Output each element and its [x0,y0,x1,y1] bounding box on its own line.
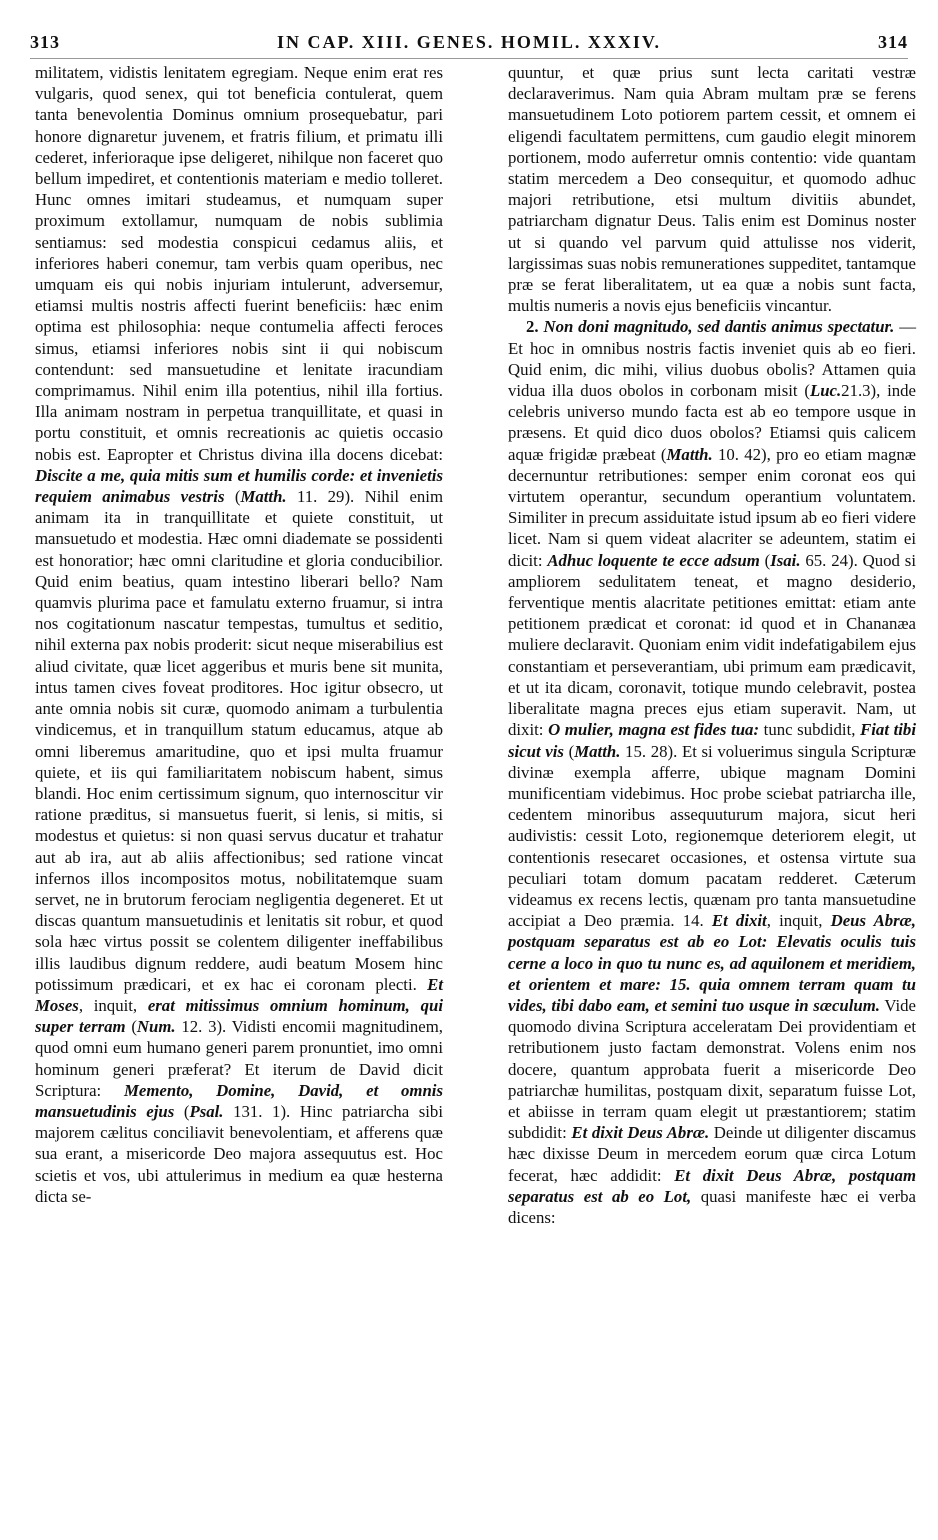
italic-run: Et Moses [35,974,443,1015]
italic-run: Deus Abræ, postquam separatus est ab eo Lot: Elevatis oculis tuis cerne a loco in quo tu nunc es, ad aquilonem et meridiem, et orientem et mare: 15. quia omnem terram quam tu vides, tibi dabo eam, et semini tuo usque in sæculum. [508,911,916,1015]
running-title: IN CAP. XIII. GENES. HOMIL. XXXIV. [276,32,662,52]
text-run: quuntur, et quæ prius sunt lecta caritati vestræ declaraverimus. Nam quia Abram multam præ se ferens mansuetudinem Loto potiorem partem cessit, et omnem ei eligendi facultatem permittens, cum gaudio elegit minorem portionem, modo auferretur omnis contentio: vide quantam statim mercedem a Deo consequitur, et quomodo adhuc majori retributione, etsi multum divitiis abundet, patriarcham dignatur Deus. Talis enim est Dominus noster ut si quando vel parvum quid attulisse nos viderit, largissimas suas nobis remunerationes suppeditet, tantamque præ se ferat liberalitatem, ut ea quæ a nobis sunt facta, multis numeris a novis ejus beneficiis vincantur. [508,63,916,316]
italic-run: Num. [136,1017,176,1037]
text-run: ( [224,487,241,507]
italic-run: Et dixit Deus Abræ, postquam separatus est ab eo Lot, [508,1165,916,1206]
italic-run: Memento, Domine, David, et omnis mansuetudinis ejus [35,1080,443,1121]
italic-run: Matth. [666,444,713,464]
right-page-number: 314 [878,32,908,52]
text-run: 131. 1). Hinc patriarcha sibi majorem cælitus conciliavit benevolentiam, et afferens quæ sua erant, a misericorde Deo majora assequutus est. Hoc scietis et vos, ubi attulerimus in medium ea quæ hesterna dicta se- [35,1101,443,1206]
italic-run: Psal. [189,1101,224,1121]
text-run: ( [125,1017,137,1037]
italic-run: Isai. [770,550,801,570]
text-run: quasi manifeste hæc ei verba dicens: [508,1186,917,1227]
text-run: 65. 24). Quod si ampliorem sedulitatem teneat, et magno desiderio, ferventique mentis alacritate petitiones emittat: etiam ante petitionem prædicat et coronat: id quod et in Chananæa muliere declaravit. Quoniam enim vidit indefatigabilem ejus constantiam et perseverantiam, ubi primum eam prædicavit, et ut ita dicam, coronavit, totique mundo celebravit, postea liberalitate magna preces ejus etiam superavit. Nam, ut dixit: [508,550,916,740]
text-run: , inquit, [766,911,831,931]
text-run: Vide quomodo divina Scriptura acceleratam Dei providentiam et retributionem justo factam demonstrat. Volens enim nos docere, quantum approbata fuerit a misericorde Deo patriarchæ humilitas, postquam dixit, separatum fuisse Lot, et abiisse in terram quam elegit ut præstantiorem; statim subdidit: [508,995,916,1143]
italic-run: Non doni magnitudo, sed dantis animus spectatur. [543,317,895,337]
italic-run: Adhuc loquente te ecce adsum [547,550,760,570]
italic-run: Fiat tibi sicut vis [508,720,916,761]
italic-run: Et dixit [711,911,767,931]
italic-run: Luc. [809,381,842,401]
text-run: militatem, vidistis lenitatem egregiam. Neque enim erat res vulgaris, quod senex, qui tot beneficia contulerat, quem tanta benevolentia Dominus omnium prosequebatur, pari honore dignaretur juvenem, et fratris filium, et primatu illi cederet, inferioraque ipse deligeret, nihilque non faceret quo bellum impediret, et contentionis materiam e medio tolleret. Hunc omnes imitari studeamus, et numquam super proximum extollamur, numquam de nobis sublimia sentiamus: sed modestia conspicui cedamus aliis, et inferiores haberi conemur, tam verbis quam operibus, nec umquam eis qui nobis injuriam intulerunt, adversemur, etiamsi multis nostris affecti fuerint beneficiis: hæc enim optima est philosophia: neque contumelia affecti feroces simus, etiamsi inferiores nobis sint ii qui nobiscum contendunt: sed mansuetudine et lenitate iracundiam comprimamus. Nihil enim illa potentius, nihil illa fortius. Illa animam nostram in perpetua tranquillitate, et quasi in portu constituit, et omnis recreationis ac quietis occasio nobis est. Eapropter et Christus divina illa docens dicebat: [35,63,443,464]
text-run: 15. 28). Et si voluerimus singula Scripturæ divinæ exempla afferre, ubique magnam Domini munificentiam videbimus. Hoc probe sciebat patriarcha ille, cedentem minoribus assequuturum majora, sicut heri audivistis: cessit Loto, regionemque deteriorem elegit, ut contentionis resecaret occasiones, et ostensa virtute sua peculiari totam domum pacatam redderet. Cæterum videamus ex recens lectis, quænam pro tanta mansuetudine accipiat a Deo præmia. 14. [508,741,916,931]
italic-run: Matth. [240,487,287,507]
text-run: tunc subdidit, [759,720,861,740]
text-run: — Et hoc in omnibus nostris factis inveniet quis ab eo fieri. Quid enim, dic mihi, vilius duobus obolis? Attamen quia vidua illa duos obolos in corbonam misit ( [508,317,917,401]
text-run: 21.3), inde celebris universo mundo facta est ab eo tempore usque in præsens. Et quid dico duos obolos? Etiamsi quis calicem aquæ frigidæ præbeat ( [508,381,916,464]
text-run: 10. 42), pro eo etiam magnæ decernuntur retributiones: semper enim coronat eos qui virtutem operantur, secundum operantium voluntatem. Similiter in precum assiduitate istud ipsum ab eo fieri videre licet. Nam si quem videat alacriter se adeuntem, statim ei dicit: [508,444,916,570]
italic-run: erat mitissimus omnium hominum, qui super terram [35,995,443,1037]
header-rule [30,58,908,59]
paragraph [35,62,443,1207]
italic-run: Matth. [574,741,621,761]
italic-run: O mulier, magna est fides tua: [548,720,760,740]
paragraph [508,62,916,316]
running-header [30,32,908,58]
italic-run: Discite a me, quia mitis sum et humilis corde: et invenietis requiem animabus vestris [35,465,443,507]
section-number: 2. [526,317,544,337]
text-run: Deinde ut diligenter discamus hæc dixisse Deum in mercedem eorum quæ circa Lotum fecerat, hæc addidit: [508,1123,916,1185]
text-run: ( [759,550,771,570]
left-page-number: 313 [30,32,60,52]
text-run: , inquit, [78,995,148,1015]
right-text-column [508,62,916,1228]
text-run: 11. 29). Nihil enim animam ita in tranquillitate et quiete constituit, ut mansuetudo et modestia. Hæc omni diademate se possidenti est honoratior; hæc omni claritudine et gloria conducibilior. Quid enim beatius, quam intestino liberari bello? Nam quamvis plurima pace et famulatu externo fruamur, si intra nos cogitationum nascatur tempestas, tumultus et seditio, nihil externa pax nobis proderit: sicut neque miserabilius est aliud civitate, quæ licet aggeribus et muris bene sit munita, intus tamen cives foveat proditores. Hoc igitur obsecro, ut ante omnia nobis sit curæ, quomodo animam a turbulentia vindicemus, et in tranquillum statum educamus, atque ab omni liberemus amaritudine, quo et ipsi multa fruamur quiete, et iis qui familiaritatem nobiscum habent, simus blandi. Hoc enim certissimum signum, quo internoscitur vir ratione præditus, si mansuetus fuerit, si lenis, si mitis, si modestus et quietus: si non quasi servus ducatur et trahatur aut ab ira, aut ab aliis affectionibus; sed ratione vincat infernos illos incompositos motus, nobilitatemque suam servet, ne in brutorum ferociam negligentia degeneret. Et ut discas quantum mansuetudinis et lenitatis sit robur, et quod sola hæc virtus possit se colentem diligenter ineffabilibus illis laudibus dignum reddere, audi beatum Mosem hinc potissimum prædicari, et ex hac ei coronam plecti. [35,487,443,994]
paragraph [508,316,916,1228]
text-run: ( [563,741,575,761]
italic-run: Et dixit Deus Abræ. [571,1123,710,1143]
text-run: ( [174,1101,190,1121]
text-run: 12. 3). Vidisti encomii magnitudinem, quod omni eum humano generi parem pronuntiet, imo omni hominum generi præferat? Et iterum de David dicit Scriptura: [35,1017,444,1100]
left-text-column [35,62,443,1207]
